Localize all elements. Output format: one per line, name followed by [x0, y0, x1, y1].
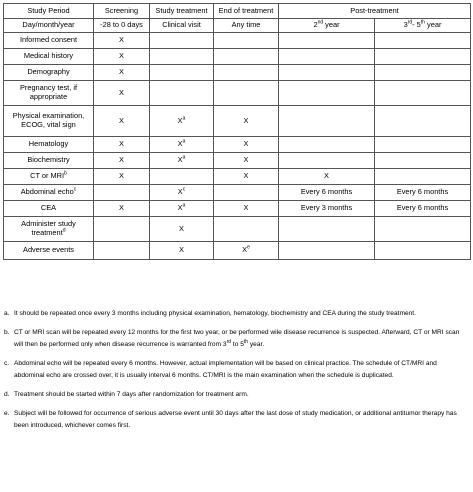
- cell-2nd-year: [279, 242, 375, 260]
- header-study-period: Study Period: [4, 4, 94, 19]
- cell-study-treatment: $X^a$: [150, 153, 214, 169]
- header-end-of-treatment: End of treatment: [214, 4, 279, 19]
- footnote-a: a. It should be repeated once every 3 months including physical examination, hematology, biochemistry and CEA during the study treatment.: [4, 310, 416, 317]
- table-row: [4, 81, 471, 106]
- cell-screening: X: [94, 49, 150, 65]
- cell-study-treatment: [150, 33, 214, 49]
- header-study-treatment: Study treatment: [150, 4, 214, 19]
- table-row: [4, 185, 471, 201]
- subheader-clinical-visit: Clinical visit: [150, 19, 214, 33]
- row-label: Biochemistry: [4, 153, 94, 169]
- cell-2nd-year: X: [279, 169, 375, 185]
- cell-study-treatment: X: [150, 242, 214, 260]
- cell-end-of-treatment: [214, 33, 279, 49]
- cell-screening: X: [94, 106, 150, 137]
- subheader-any-time: Any time: [214, 19, 279, 33]
- cell-end-of-treatment: Xe: [214, 242, 279, 260]
- cell-2nd-year: [279, 217, 375, 242]
- table-row: [4, 217, 471, 242]
- cell-study-treatment: $X^a$: [150, 106, 214, 137]
- cell-end-of-treatment: X: [214, 153, 279, 169]
- subheader-2nd-year: 2nd year: [279, 19, 375, 33]
- cell-study-treatment: [150, 81, 214, 106]
- cell-3rd-5th-year: [375, 217, 471, 242]
- row-label: Pregnancy test, if appropriate: [4, 81, 94, 106]
- cell-screening: X: [94, 33, 150, 49]
- cell-3rd-5th-year: [375, 242, 471, 260]
- cell-2nd-year: [279, 106, 375, 137]
- cell-3rd-5th-year: [375, 106, 471, 137]
- cell-2nd-year: [279, 49, 375, 65]
- table-row: [4, 49, 471, 65]
- footnote-c: c. Abdominal echo will be repeated every 6 months. However, actual implementation will be based on clinical practice. The schedule of CT/MRI and abdominal echo are crossed over, it is usually interval 6 months. CT/MRI is the main examination when the schedule is duplicated.: [4, 359, 437, 380]
- subheader-3rd-5th-year: 3rd- 5th year: [375, 19, 471, 33]
- table-row: [4, 33, 471, 49]
- cell-3rd-5th-year: Every 6 months: [375, 201, 471, 217]
- row-label: Physical examination, ECOG, vital sign: [4, 106, 94, 137]
- cell-screening: X: [94, 153, 150, 169]
- subheader-screening: -28 to 0 days: [94, 19, 150, 33]
- cell-2nd-year: Every 3 months: [279, 201, 375, 217]
- cell-3rd-5th-year: [375, 169, 471, 185]
- table-row: [4, 65, 471, 81]
- row-label: Administer study treatment$^d$: [4, 217, 94, 242]
- row-label: Abdominal echo$^c$: [4, 185, 94, 201]
- row-label: CEA: [4, 201, 94, 217]
- table-row: [4, 169, 471, 185]
- cell-screening: X: [94, 137, 150, 153]
- study-schedule-table: [3, 3, 471, 260]
- table-row: [4, 137, 471, 153]
- cell-end-of-treatment: X: [214, 106, 279, 137]
- cell-end-of-treatment: [214, 81, 279, 106]
- cell-end-of-treatment: X: [214, 201, 279, 217]
- cell-end-of-treatment: [214, 65, 279, 81]
- table-subheader-row: [4, 19, 471, 33]
- cell-screening: X: [94, 81, 150, 106]
- cell-study-treatment: $X^c$: [150, 185, 214, 201]
- cell-3rd-5th-year: Every 6 months: [375, 185, 471, 201]
- cell-3rd-5th-year: [375, 153, 471, 169]
- cell-2nd-year: [279, 33, 375, 49]
- cell-2nd-year: [279, 65, 375, 81]
- header-post-treatment: Post-treatment: [279, 4, 471, 19]
- footnote-d: d. Treatment should be started within 7 days after randomization for treatment arm.: [4, 390, 249, 398]
- footnote-b: b. CT or MRI scan will be repeated every 12 months for the first two year, or be performed wile disease recurrence is suspected. Afterward, CT or MRI scan will then be performed only when disease recurrence is warranted from 3rd to 5th year.: [4, 328, 460, 349]
- cell-2nd-year: [279, 81, 375, 106]
- cell-screening: X: [94, 65, 150, 81]
- cell-study-treatment: $X^a$: [150, 201, 214, 217]
- cell-screening: X: [94, 201, 150, 217]
- cell-2nd-year: Every 6 months: [279, 185, 375, 201]
- schedule-body: [4, 33, 471, 260]
- cell-screening: [94, 217, 150, 242]
- cell-2nd-year: [279, 153, 375, 169]
- cell-screening: X: [94, 169, 150, 185]
- cell-3rd-5th-year: [375, 49, 471, 65]
- subheader-day-month-year: Day/month/year: [4, 19, 94, 33]
- row-label: Informed consent: [4, 33, 94, 49]
- cell-end-of-treatment: X: [214, 169, 279, 185]
- table-header-row: [4, 4, 471, 19]
- cell-3rd-5th-year: [375, 81, 471, 106]
- cell-3rd-5th-year: [375, 65, 471, 81]
- cell-2nd-year: [279, 137, 375, 153]
- cell-3rd-5th-year: [375, 137, 471, 153]
- cell-screening: [94, 185, 150, 201]
- row-label: Adverse events: [4, 242, 94, 260]
- footnotes: [4, 308, 466, 433]
- cell-end-of-treatment: [214, 217, 279, 242]
- cell-3rd-5th-year: [375, 33, 471, 49]
- cell-study-treatment: [150, 65, 214, 81]
- cell-study-treatment: X: [150, 217, 214, 242]
- row-label: CT or MRI$^b$: [4, 169, 94, 185]
- cell-study-treatment: [150, 49, 214, 65]
- table-row: [4, 153, 471, 169]
- header-screening: Screening: [94, 4, 150, 19]
- table-row: [4, 201, 471, 217]
- row-label: Hematology: [4, 137, 94, 153]
- row-label: Medical history: [4, 49, 94, 65]
- cell-study-treatment: [150, 169, 214, 185]
- table-row: [4, 242, 471, 260]
- cell-screening: [94, 242, 150, 260]
- cell-end-of-treatment: [214, 185, 279, 201]
- row-label: Demography: [4, 65, 94, 81]
- cell-end-of-treatment: X: [214, 137, 279, 153]
- footnote-e: e. Subject will be followed for occurrence of serious adverse event until 30 days after the last dose of study medication, or additional antitumor therapy has been introduced, whichever comes first.: [4, 409, 457, 430]
- table-row: [4, 106, 471, 137]
- cell-end-of-treatment: [214, 49, 279, 65]
- cell-study-treatment: $X^a$: [150, 137, 214, 153]
